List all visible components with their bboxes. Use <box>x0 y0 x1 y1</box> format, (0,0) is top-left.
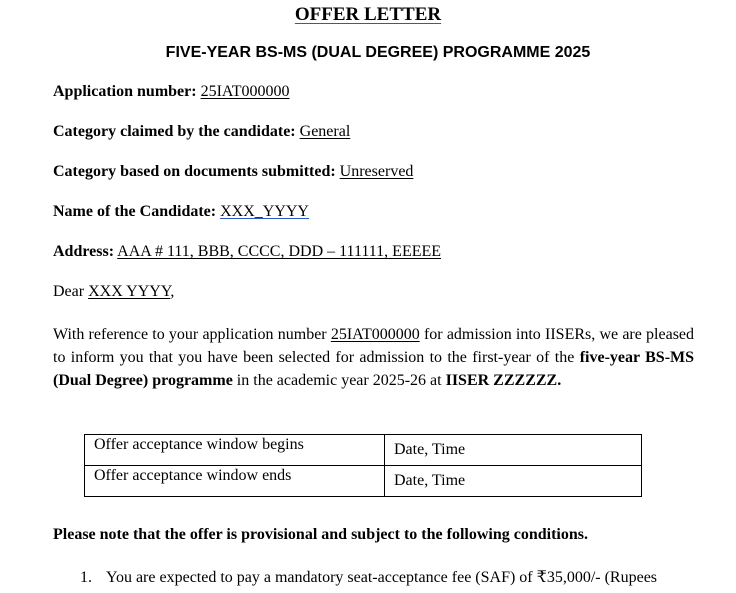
field-label: Category based on documents submitted: <box>53 163 336 180</box>
field-value: 25IAT000000 <box>200 83 290 100</box>
window-label: Offer acceptance window begins <box>85 435 385 466</box>
window-value: Date, Time <box>385 466 642 497</box>
acceptance-window-table <box>84 434 642 497</box>
salutation <box>53 283 174 301</box>
field-label: Category claimed by the candidate: <box>53 123 296 140</box>
window-label: Offer acceptance window ends <box>85 466 385 497</box>
salutation-suffix: , <box>170 283 175 300</box>
field-value: General <box>299 123 351 140</box>
condition-text: You are expected to pay a mandatory seat-acceptance fee (SAF) of ₹35,000/- (Rupees <box>106 569 658 586</box>
table-row <box>85 466 642 497</box>
category-documents-field <box>53 163 413 181</box>
condition-number: 1. <box>80 569 92 586</box>
application-number-field <box>53 83 289 101</box>
condition-item <box>80 567 657 587</box>
field-label: Application number: <box>53 83 197 100</box>
letter-title: OFFER LETTER <box>294 4 442 25</box>
programme-subtitle: FIVE-YEAR BS-MS (DUAL DEGREE) PROGRAMME 2025 <box>165 44 591 61</box>
provisional-note: Please note that the offer is provisional and subject to the following conditions. <box>53 526 588 543</box>
field-value: AAA # 111, BBB, CCCC, DDD – 111111, EEEEE <box>117 243 442 260</box>
paragraph-app-number: 25IAT000000 <box>330 326 420 343</box>
offer-paragraph: With reference to your application number 25IAT000000 for admission into IISERs, we are pleased to inform you that you have been selected for admission to the first-year of the five-year BS-MS (Dual Degree) programme in the academic year 2025-26 at IISER ZZZZZZ. <box>53 326 695 389</box>
salutation-name: XXX YYYY <box>88 283 171 300</box>
paragraph-institute: IISER ZZZZZZ. <box>445 372 562 389</box>
field-value: XXX_YYYY <box>220 203 309 220</box>
category-claimed-field <box>53 123 350 141</box>
field-label: Name of the Candidate: <box>53 203 217 220</box>
salutation-prefix: Dear <box>53 283 85 300</box>
field-value: Unreserved <box>339 163 414 180</box>
candidate-name-field <box>53 203 309 221</box>
field-label: Address: <box>53 243 115 260</box>
address-field <box>53 243 441 261</box>
table-row <box>85 435 642 466</box>
window-value: Date, Time <box>385 435 642 466</box>
paragraph-programme: five-year BS-MS (Dual Degree) programme <box>53 349 695 389</box>
